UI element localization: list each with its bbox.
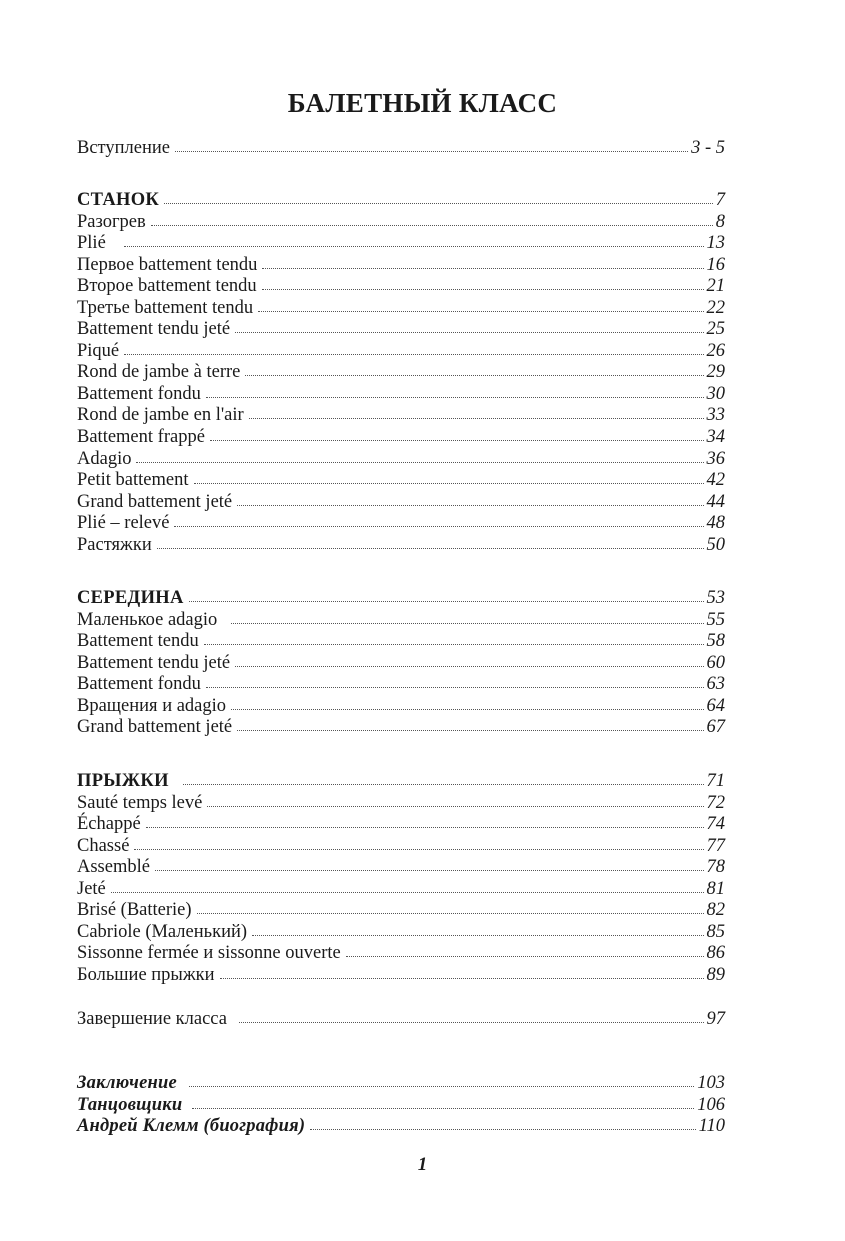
toc-entry[interactable]	[77, 254, 725, 276]
entry-label: ПРЫЖКИ	[77, 771, 169, 791]
entry-page: 13	[706, 233, 725, 253]
dot-leader	[235, 332, 703, 333]
toc-entry[interactable]	[77, 469, 725, 491]
entry-label: Plié – relevé	[77, 513, 170, 533]
entry-page: 33	[706, 405, 725, 425]
entry-label: Battement tendu jeté	[77, 319, 231, 339]
entry-page: 67	[706, 717, 725, 737]
section-heading-seredina[interactable]	[77, 587, 725, 609]
dot-leader	[237, 730, 703, 731]
entry-label: Battement tendu	[77, 631, 199, 651]
toc-entry[interactable]	[77, 275, 725, 297]
entry-label: Завершение класса	[77, 1009, 227, 1029]
entry-label: СТАНОК	[77, 190, 160, 210]
dot-leader	[189, 1086, 694, 1087]
entry-page: 8	[715, 212, 725, 232]
entry-label: Brisé (Batterie)	[77, 900, 192, 920]
toc-entry[interactable]	[77, 942, 725, 964]
entry-page: 16	[706, 255, 725, 275]
dot-leader	[262, 268, 703, 269]
dot-leader	[239, 1022, 704, 1023]
entry-page: 110	[698, 1116, 725, 1136]
dot-leader	[237, 505, 703, 506]
toc-entry[interactable]	[77, 232, 725, 254]
toc-entry[interactable]	[77, 899, 725, 921]
toc-entry-finish[interactable]	[77, 1008, 725, 1030]
entry-page: 72	[706, 793, 725, 813]
entry-label: Cabriole (Маленький)	[77, 922, 248, 942]
entry-label: Grand battement jeté	[77, 717, 233, 737]
dot-leader	[346, 956, 704, 957]
section-heading-stanok[interactable]	[77, 189, 725, 211]
entry-label: Battement frappé	[77, 427, 205, 447]
dot-leader	[235, 666, 703, 667]
entry-label: Battement fondu	[77, 674, 201, 694]
dot-leader	[310, 1129, 695, 1130]
page-number: 1	[417, 1154, 428, 1175]
dot-leader	[136, 462, 703, 463]
entry-page: 26	[706, 341, 725, 361]
entry-page: 25	[706, 319, 725, 339]
entry-page: 74	[706, 814, 725, 834]
entry-page: 85	[706, 922, 725, 942]
entry-page: 48	[706, 513, 725, 533]
entry-page: 78	[706, 857, 725, 877]
entry-page: 30	[706, 384, 725, 404]
toc-entry[interactable]	[77, 534, 725, 556]
entry-page: 82	[706, 900, 725, 920]
dot-leader	[220, 978, 704, 979]
toc-entry-closing[interactable]	[77, 1072, 725, 1094]
dot-leader	[155, 870, 704, 871]
entry-label: Battement fondu	[77, 384, 201, 404]
entry-label: Sissonne fermée и sissonne ouverte	[77, 943, 341, 963]
entry-label: Маленькое adagio	[77, 610, 218, 630]
entry-page: 86	[706, 943, 725, 963]
entry-page: 89	[706, 965, 725, 985]
dot-leader	[134, 849, 703, 850]
toc-entry[interactable]	[77, 964, 725, 986]
entry-label: Adagio	[77, 449, 132, 469]
toc-entry[interactable]	[77, 652, 725, 674]
entry-label: Grand battement jeté	[77, 492, 233, 512]
entry-label: Растяжки	[77, 535, 152, 555]
entry-label: Разогрев	[77, 212, 146, 232]
entry-page: 34	[706, 427, 725, 447]
toc-entry[interactable]	[77, 383, 725, 405]
dot-leader	[245, 375, 703, 376]
dot-leader	[192, 1108, 694, 1109]
entry-page: 55	[706, 610, 725, 630]
dot-leader	[124, 354, 703, 355]
toc-entry[interactable]	[77, 448, 725, 470]
entry-page: 21	[706, 276, 725, 296]
entry-label: Вращения и adagio	[77, 696, 227, 716]
dot-leader	[206, 397, 704, 398]
dot-leader	[231, 709, 703, 710]
toc-entry[interactable]	[77, 512, 725, 534]
entry-page: 60	[706, 653, 725, 673]
toc-entry[interactable]	[77, 921, 725, 943]
entry-label: Rond de jambe en l'air	[77, 405, 244, 425]
dot-leader	[210, 440, 704, 441]
entry-label: Вступление	[77, 138, 170, 158]
dot-leader	[206, 687, 704, 688]
dot-leader	[189, 601, 704, 602]
entry-page: 103	[697, 1073, 725, 1093]
toc-entry[interactable]	[77, 813, 725, 835]
dot-leader	[207, 806, 703, 807]
entry-page: 77	[706, 836, 725, 856]
section-heading-pryzhki[interactable]	[77, 770, 725, 792]
dot-leader	[124, 246, 704, 247]
dot-leader	[183, 784, 704, 785]
entry-page: 42	[706, 470, 725, 490]
entry-label: Первое battement tendu	[77, 255, 258, 275]
toc-entry-intro[interactable]	[77, 137, 725, 159]
toc-entry[interactable]	[77, 878, 725, 900]
entry-page: 97	[706, 1009, 725, 1029]
entry-label: Андрей Клемм (биография)	[77, 1116, 306, 1136]
toc-entry[interactable]	[77, 609, 725, 631]
toc-entry[interactable]	[77, 673, 725, 695]
toc-entry[interactable]	[77, 716, 725, 738]
entry-label: Большие прыжки	[77, 965, 215, 985]
entry-page: 58	[706, 631, 725, 651]
entry-page: 64	[706, 696, 725, 716]
entry-page: 63	[706, 674, 725, 694]
entry-label: Petit battement	[77, 470, 189, 490]
dot-leader	[194, 483, 704, 484]
entry-label: Chassé	[77, 836, 130, 856]
dot-leader	[175, 151, 688, 152]
entry-label: Jeté	[77, 879, 106, 899]
dot-leader	[146, 827, 704, 828]
entry-label: Plié	[77, 233, 106, 253]
toc-entry[interactable]	[77, 404, 725, 426]
entry-page: 81	[706, 879, 725, 899]
toc-entry-closing[interactable]	[77, 1115, 725, 1137]
toc-entry-closing[interactable]	[77, 1094, 725, 1116]
toc-entry[interactable]	[77, 361, 725, 383]
entry-page: 71	[706, 771, 725, 791]
entry-page: 7	[715, 190, 725, 210]
dot-leader	[164, 203, 713, 204]
entry-label: Échappé	[77, 814, 141, 834]
entry-page: 36	[706, 449, 725, 469]
toc-entry[interactable]	[77, 856, 725, 878]
toc-entry[interactable]	[77, 318, 725, 340]
dot-leader	[151, 225, 713, 226]
entry-label: СЕРЕДИНА	[77, 588, 184, 608]
toc-entry[interactable]	[77, 426, 725, 448]
dot-leader	[258, 311, 703, 312]
entry-page: 53	[706, 588, 725, 608]
toc-entry[interactable]	[77, 695, 725, 717]
page-title: БАЛЕТНЫЙ КЛАСС	[287, 88, 558, 118]
dot-leader	[204, 644, 704, 645]
toc-entry[interactable]	[77, 211, 725, 233]
entry-label: Sauté temps levé	[77, 793, 203, 813]
entry-page: 3 - 5	[691, 138, 725, 158]
entry-label: Танцовщики	[77, 1095, 183, 1115]
entry-page: 106	[697, 1095, 725, 1115]
dot-leader	[111, 892, 704, 893]
toc-entry[interactable]	[77, 792, 725, 814]
dot-leader	[262, 289, 704, 290]
entry-page: 44	[706, 492, 725, 512]
toc-entry[interactable]	[77, 491, 725, 513]
toc-entry[interactable]	[77, 340, 725, 362]
toc-entry[interactable]	[77, 630, 725, 652]
dot-leader	[157, 548, 704, 549]
entry-label: Rond de jambe à terre	[77, 362, 241, 382]
dot-leader	[252, 935, 703, 936]
dot-leader	[231, 623, 703, 624]
dot-leader	[197, 913, 704, 914]
entry-label: Третье battement tendu	[77, 298, 254, 318]
entry-label: Второе battement tendu	[77, 276, 257, 296]
dot-leader	[249, 418, 704, 419]
entry-label: Battement tendu jeté	[77, 653, 231, 673]
entry-page: 22	[706, 298, 725, 318]
entry-page: 29	[706, 362, 725, 382]
entry-label: Piqué	[77, 341, 120, 361]
entry-label: Assemblé	[77, 857, 150, 877]
entry-page: 50	[706, 535, 725, 555]
entry-label: Заключение	[77, 1073, 177, 1093]
toc-entry[interactable]	[77, 835, 725, 857]
dot-leader	[174, 526, 703, 527]
toc-entry[interactable]	[77, 297, 725, 319]
